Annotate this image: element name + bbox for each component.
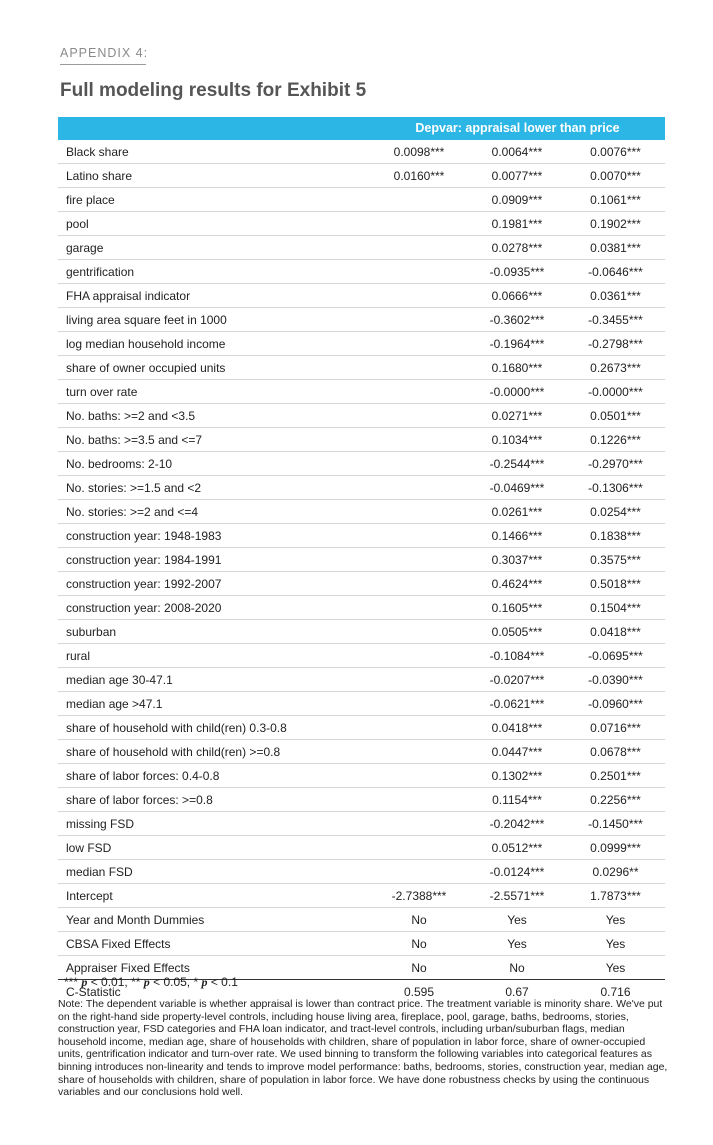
table-row	[58, 236, 665, 260]
model-3-value: -0.0646***	[588, 265, 643, 279]
sig-stars-3: *	[193, 975, 199, 989]
table-row	[58, 164, 665, 188]
row-label: share of household with child(ren) >=0.8	[66, 745, 281, 759]
row-label: median FSD	[66, 865, 133, 879]
table-row	[58, 812, 665, 836]
model-2-value: -0.0207***	[489, 673, 545, 687]
model-2-value: 0.0512***	[491, 841, 543, 855]
row-label: share of household with child(ren) 0.3-0.8	[66, 721, 287, 735]
row-label: Black share	[66, 145, 129, 159]
model-3-value: 0.2256***	[590, 793, 641, 807]
table-row	[58, 524, 665, 548]
appendix-underline	[60, 64, 146, 65]
row-label: rural	[66, 649, 91, 663]
page-title: Full modeling results for Exhibit 5	[60, 80, 367, 101]
row-label: share of labor forces: 0.4-0.8	[66, 769, 220, 783]
model-2-value: 0.1605***	[491, 601, 543, 615]
table-row	[58, 764, 665, 788]
row-label: share of owner occupied units	[66, 361, 226, 375]
row-label: construction year: 1992-2007	[66, 577, 222, 591]
model-2-value: -0.2544***	[489, 457, 545, 471]
row-label: median age >47.1	[66, 697, 163, 711]
row-label: fire place	[66, 193, 115, 207]
model-3-value: 0.0254***	[590, 505, 641, 519]
row-label: construction year: 1948-1983	[66, 529, 222, 543]
p-symbol-2: p	[143, 975, 150, 989]
model-3-value: -0.1450***	[588, 817, 643, 831]
table-row	[58, 356, 665, 380]
table-row	[58, 740, 665, 764]
model-3-value: Yes	[605, 913, 626, 927]
model-3-value: 0.0076***	[590, 145, 641, 159]
model-3-value: 0.1902***	[590, 217, 641, 231]
significance-legend	[64, 975, 238, 990]
table-row	[58, 884, 665, 908]
row-label: No. stories: >=1.5 and <2	[66, 481, 202, 495]
table-row	[58, 308, 665, 332]
model-3-value: 0.1226***	[590, 433, 641, 447]
model-2-value: 0.0271***	[491, 409, 543, 423]
model-1-value: No	[411, 961, 427, 975]
table-row	[58, 140, 665, 164]
model-1-value: 0.595	[403, 985, 435, 999]
model-3-value: 0.0678***	[590, 745, 641, 759]
sig-text-3: < 0.1	[210, 975, 238, 989]
depvar-label: Depvar: appraisal lower than price	[415, 121, 620, 135]
model-3-value: Yes	[605, 937, 626, 951]
model-2-value: 0.67	[505, 985, 529, 999]
model-1-value: No	[411, 913, 427, 927]
row-label: Year and Month Dummies	[66, 913, 205, 927]
row-label: construction year: 1984-1991	[66, 553, 222, 567]
table-row	[58, 476, 665, 500]
row-label: gentrification	[66, 265, 135, 279]
row-label: pool	[66, 217, 89, 231]
model-3-value: 0.0361***	[590, 289, 641, 303]
row-label: missing FSD	[66, 817, 135, 831]
table-header	[58, 117, 665, 140]
sig-stars-1: ***	[64, 975, 79, 989]
model-2-value: 0.1302***	[491, 769, 543, 783]
table-row	[58, 692, 665, 716]
sig-stars-2: **	[131, 975, 141, 989]
table-row	[58, 380, 665, 404]
row-label: C-Statistic	[66, 985, 121, 999]
model-3-value: 0.0716***	[590, 721, 641, 735]
model-2-value: -0.1084***	[489, 649, 545, 663]
row-label: FHA appraisal indicator	[66, 289, 191, 303]
model-3-value: 0.0501***	[590, 409, 641, 423]
table-row	[58, 548, 665, 572]
model-3-value: 0.5018***	[590, 577, 641, 591]
model-2-value: -0.0935***	[489, 265, 545, 279]
model-3-value: 0.716	[600, 985, 631, 999]
model-3-value: 0.2673***	[590, 361, 641, 375]
model-2-value: No	[509, 961, 525, 975]
table-row	[58, 284, 665, 308]
model-2-value: 0.0505***	[491, 625, 543, 639]
model-2-value: 0.0909***	[491, 193, 543, 207]
row-label: garage	[66, 241, 104, 255]
row-label: living area square feet in 1000	[66, 313, 227, 327]
table-row	[58, 332, 665, 356]
model-2-value: -0.0124***	[489, 865, 545, 879]
table-row	[58, 212, 665, 236]
row-label: Latino share	[66, 169, 133, 183]
row-label: low FSD	[66, 841, 112, 855]
row-label: No. stories: >=2 and <=4	[66, 505, 199, 519]
table-row	[58, 644, 665, 668]
table-row	[58, 788, 665, 812]
model-2-value: -0.0621***	[489, 697, 545, 711]
row-label: Intercept	[66, 889, 113, 903]
row-label: No. bedrooms: 2-10	[66, 457, 173, 471]
model-3-value: 0.0070***	[590, 169, 641, 183]
model-2-value: 0.0418***	[491, 721, 543, 735]
model-2-value: 0.1466***	[491, 529, 543, 543]
model-3-value: 0.1504***	[590, 601, 641, 615]
table-row	[58, 620, 665, 644]
footnote: Note: The dependent variable is whether appraisal is lower than contract price. The treatment variable is minority share. We've put on the right-hand side property-level controls, including house living area, fireplace, pool, garage, baths, bedrooms, stories, construction year, FSD categories and FHA loan indicator, and tract-level controls, including urban/suburban flags, median household income, median age, share of households with children, share of population in labor force, share of owner-occupied units, gentrification indicator and turn-over rate. We used binning to transform the following variables into categorical features as binning introduces non-linearity and tends to improve model performance: baths, bedrooms, stories, construction year, median age, share of households with children, share of population in labor force. We have done robustness checks by using the continuous variables and our conclusions hold well.	[58, 998, 668, 1099]
model-3-value: -0.2970***	[588, 457, 643, 471]
model-2-value: -0.3602***	[489, 313, 545, 327]
model-2-value: -2.5571***	[489, 889, 545, 903]
model-3-value: -0.0960***	[588, 697, 643, 711]
model-3-value: -0.1306***	[588, 481, 643, 495]
model-3-value: 0.0296**	[592, 865, 639, 879]
model-3-value: 0.0418***	[590, 625, 641, 639]
row-label: No. baths: >=2 and <3.5	[66, 409, 196, 423]
table-row	[58, 932, 665, 956]
row-label: suburban	[66, 625, 117, 639]
results-table	[58, 117, 665, 1003]
model-3-value: -0.0000***	[588, 385, 643, 399]
model-2-value: 0.0447***	[491, 745, 543, 759]
table-row	[58, 908, 665, 932]
row-label: log median household income	[66, 337, 226, 351]
table-row	[58, 428, 665, 452]
model-2-value: 0.0064***	[491, 145, 543, 159]
appendix-label: APPENDIX 4:	[60, 46, 149, 60]
row-label: Appraiser Fixed Effects	[66, 961, 190, 975]
model-3-value: -0.3455***	[588, 313, 643, 327]
table-row	[58, 500, 665, 524]
model-2-value: -0.1964***	[489, 337, 545, 351]
model-3-value: 0.2501***	[590, 769, 641, 783]
model-3-value: 1.7873***	[590, 889, 641, 903]
model-2-value: 0.0666***	[491, 289, 543, 303]
model-3-value: 0.0381***	[590, 241, 641, 255]
table-row	[58, 596, 665, 620]
sig-text-2: < 0.05,	[153, 975, 194, 989]
model-2-value: 0.0261***	[491, 505, 543, 519]
row-label: share of labor forces: >=0.8	[66, 793, 213, 807]
row-label: median age 30-47.1	[66, 673, 173, 687]
model-2-value: 0.3037***	[491, 553, 543, 567]
model-3-value: 0.3575***	[590, 553, 641, 567]
row-label: No. baths: >=3.5 and <=7	[66, 433, 203, 447]
model-3-value: Yes	[605, 961, 626, 975]
model-3-value: -0.0390***	[588, 673, 643, 687]
model-2-value: 0.1154***	[492, 793, 542, 807]
model-2-value: 0.1981***	[491, 217, 543, 231]
table-row	[58, 260, 665, 284]
table-row	[58, 404, 665, 428]
model-2-value: 0.0077***	[491, 169, 543, 183]
model-2-value: 0.1680***	[491, 361, 543, 375]
model-1-value: -2.7388***	[391, 889, 447, 903]
row-label: turn over rate	[66, 385, 138, 399]
model-1-value: 0.0098***	[393, 145, 445, 159]
model-1-value: No	[411, 937, 427, 951]
sig-text-1: < 0.01,	[90, 975, 132, 989]
table-row	[58, 716, 665, 740]
model-3-value: 0.0999***	[590, 841, 641, 855]
row-label: construction year: 2008-2020	[66, 601, 222, 615]
model-2-value: 0.4624***	[491, 577, 543, 591]
model-2-value: -0.0469***	[489, 481, 545, 495]
table-row	[58, 668, 665, 692]
model-3-value: -0.2798***	[588, 337, 643, 351]
model-2-value: 0.1034***	[491, 433, 543, 447]
model-2-value: -0.2042***	[489, 817, 545, 831]
table-row	[58, 860, 665, 884]
p-symbol-1: p	[81, 975, 88, 989]
table-row	[58, 452, 665, 476]
model-3-value: 0.1061***	[590, 193, 641, 207]
model-2-value: Yes	[507, 913, 527, 927]
model-3-value: 0.1838***	[590, 529, 641, 543]
model-2-value: -0.0000***	[489, 385, 545, 399]
table-row	[58, 836, 665, 860]
model-2-value: Yes	[507, 937, 527, 951]
row-label: CBSA Fixed Effects	[66, 937, 171, 951]
table-row	[58, 572, 665, 596]
p-symbol-3: p	[201, 975, 208, 989]
model-3-value: -0.0695***	[588, 649, 643, 663]
model-1-value: 0.0160***	[393, 169, 445, 183]
model-2-value: 0.0278***	[491, 241, 543, 255]
table-row	[58, 188, 665, 212]
